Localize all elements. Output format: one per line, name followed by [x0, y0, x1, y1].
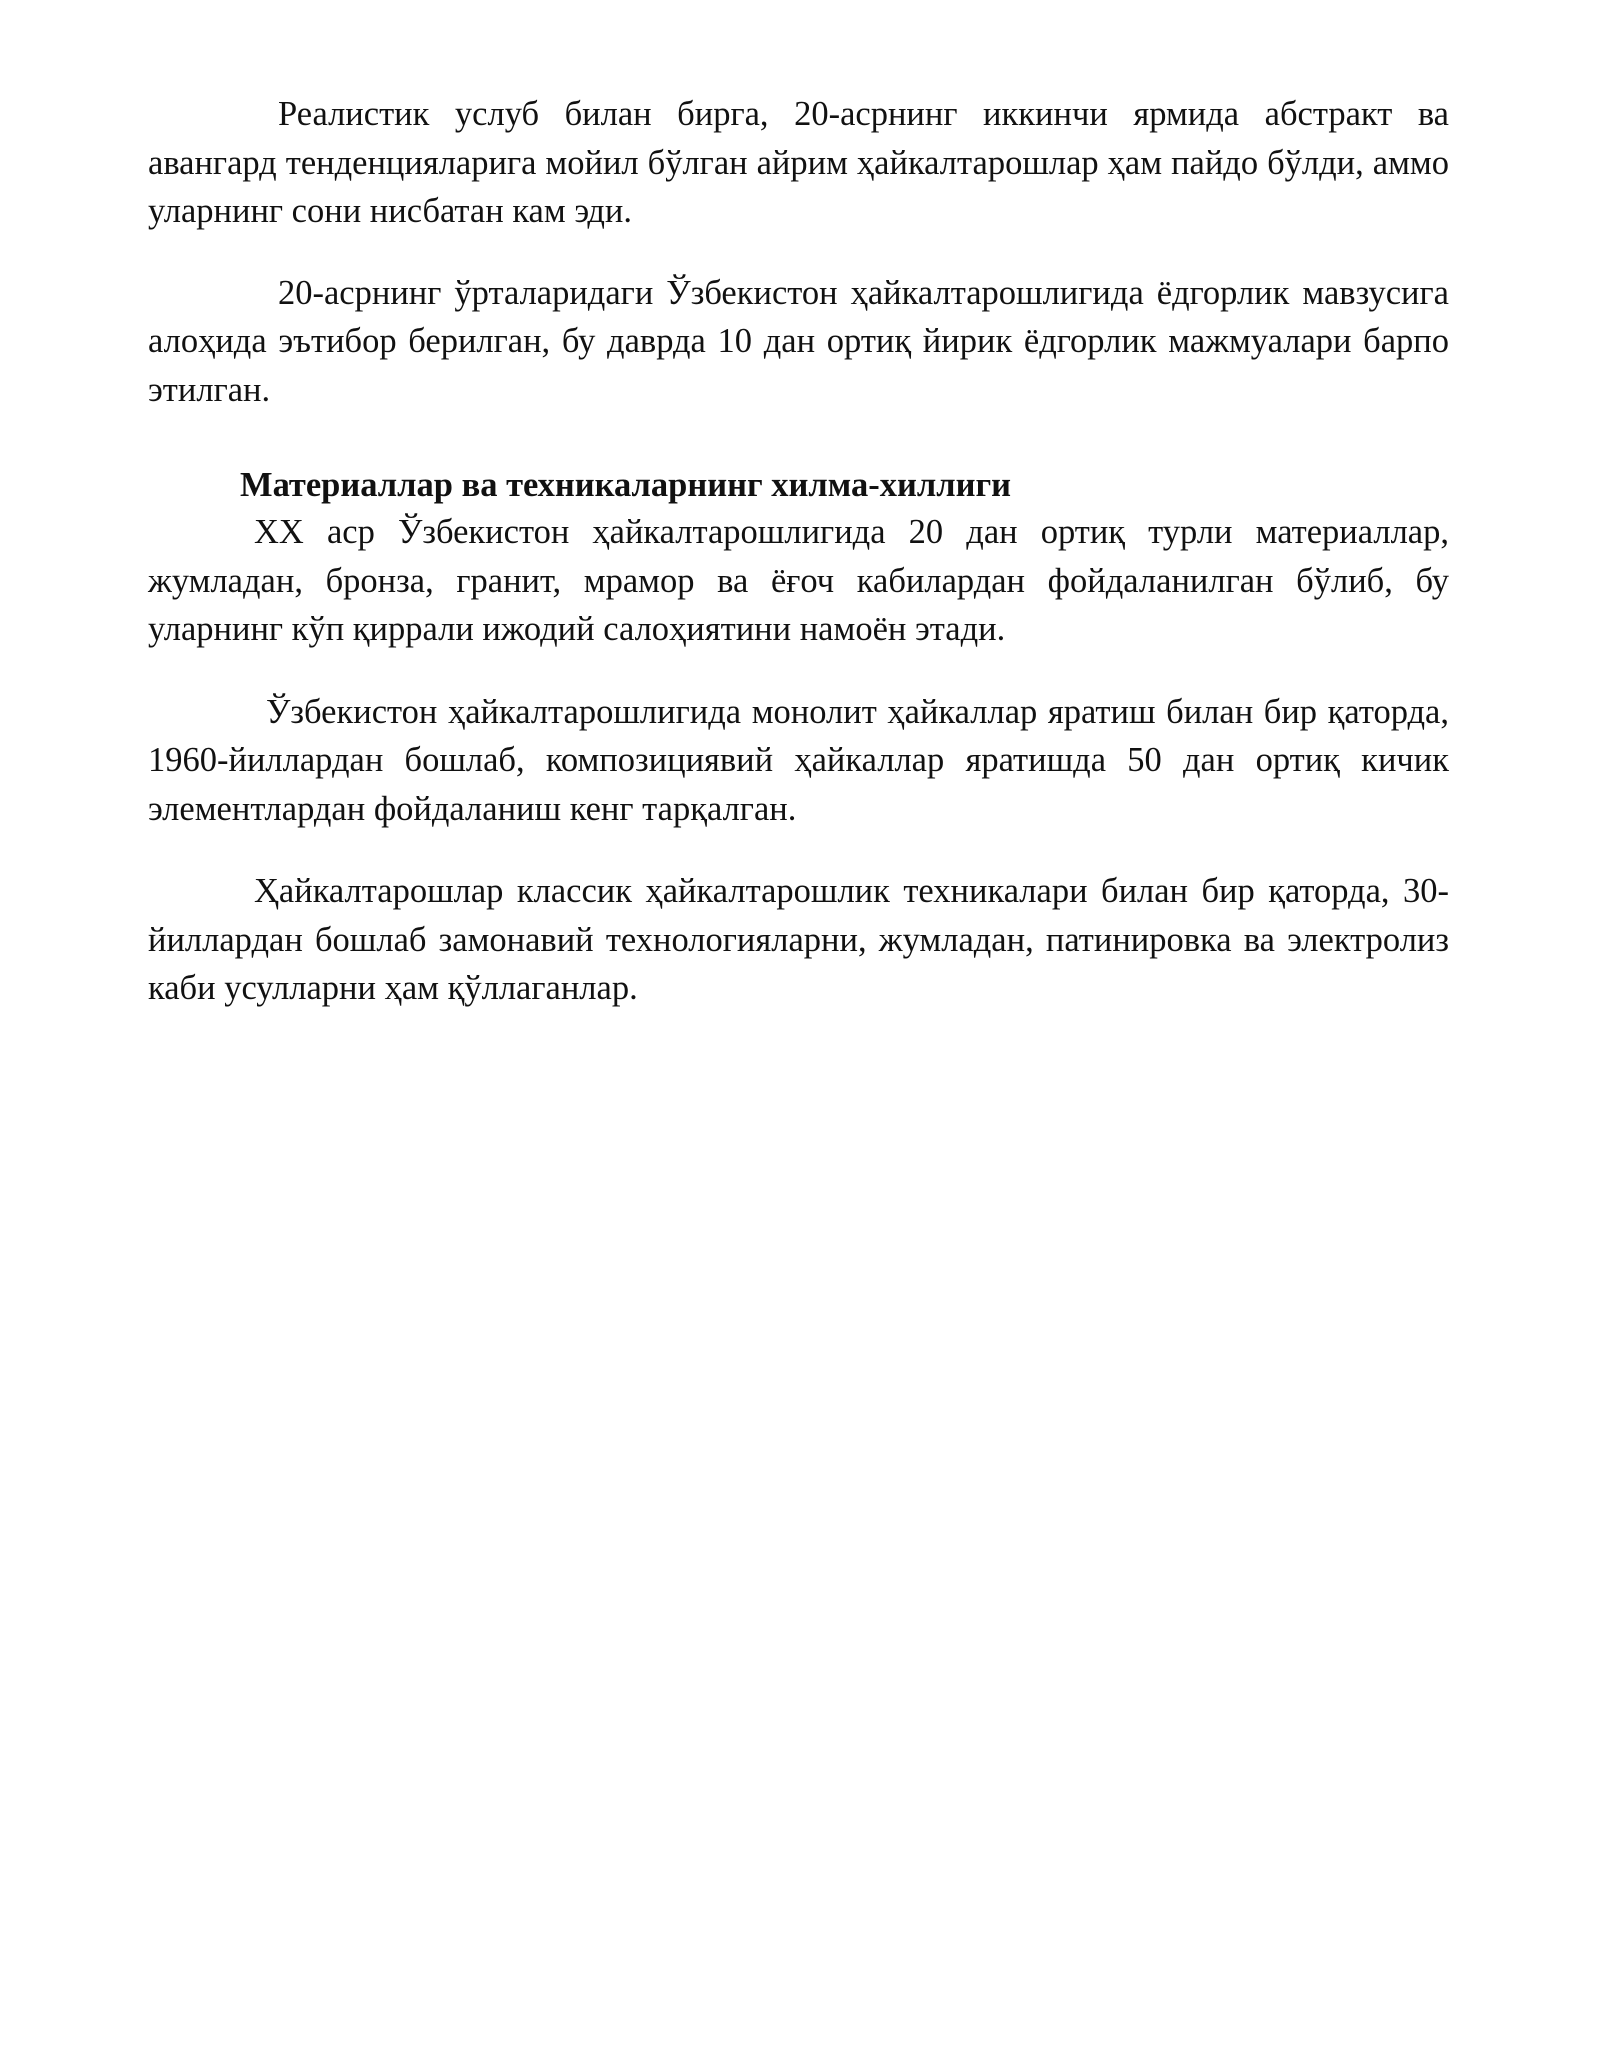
paragraph-techniques: Ҳайкалтарошлар классик ҳайкалтарошлик техникалари билан бир қаторда, 30-йиллардан бошлаб замонавий технологияларни, жумладан, патинировка ва электролиз каби усулларни ҳам қўллаганлар. — [148, 872, 1449, 1007]
paragraph-realistic-style: Реалистик услуб билан бирга, 20-асрнинг иккинчи ярмида абстракт ва авангард тенденцияларига мойил бўлган айрим ҳайкалтарошлар ҳам пайдо бўлди, аммо уларнинг сони нисбатан кам эди. — [148, 95, 1449, 230]
section-heading: Материаллар ва техникаларнинг хилма-хиллиги — [240, 466, 1012, 504]
paragraph-monuments: 20-асрнинг ўрталаридаги Ўзбекистон ҳайкалтарошлигида ёдгорлик мавзусига алоҳида эътибор берилган, бу даврда 10 дан ортиқ йирик ёдгорлик мажмуалари барпо этилган. — [148, 273, 1449, 409]
document-body — [148, 90, 1449, 1013]
paragraph-monolith: Ўзбекистон ҳайкалтарошлигида монолит ҳайкаллар яратиш билан бир қаторда, 1960-йиллардан бошлаб, композициявий ҳайкаллар яратишда 50 дан ортиқ кичик элементлардан фойдаланиш кенг тарқалган. — [148, 692, 1449, 828]
paragraph-materials: XX аср Ўзбекистон ҳайкалтарошлигида 20 дан ортиқ турли материаллар, жумладан, бронза, гранит, мрамор ва ёғоч кабилардан фойдаланилган бўлиб, бу уларнинг кўп қиррали ижодий салоҳиятини намоён этади. — [148, 513, 1449, 648]
